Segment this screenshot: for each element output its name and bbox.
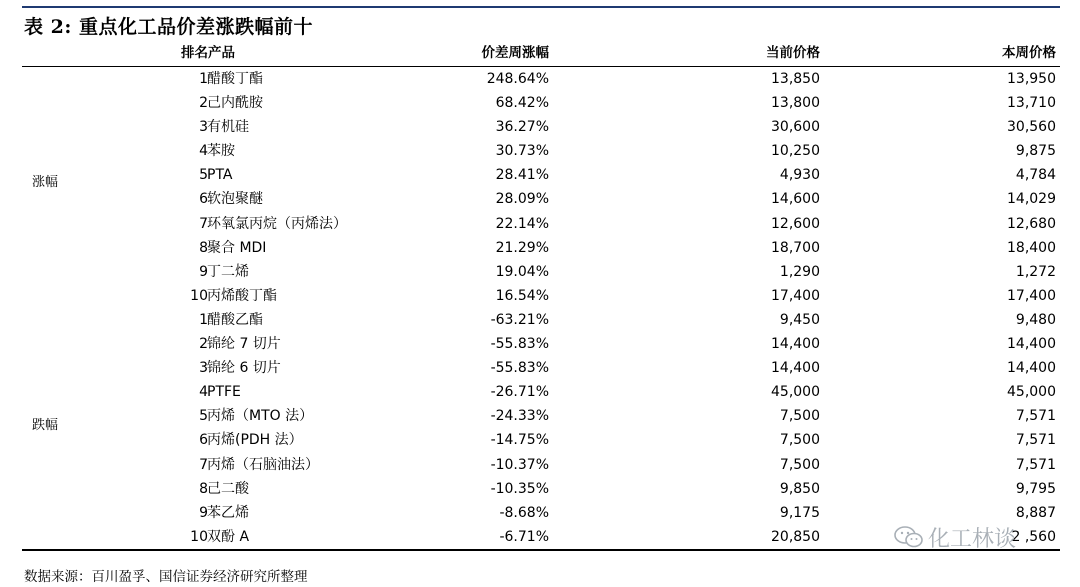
- rank-cell: 9: [199, 263, 208, 280]
- product-cell: 己内酰胺: [207, 95, 263, 112]
- table-row: [22, 428, 1060, 452]
- header-spread: 价差周涨幅: [481, 45, 549, 61]
- spread-cell: 19.04%: [495, 263, 549, 280]
- current-price-cell: 20,850: [771, 528, 820, 545]
- header-week-price: 本周价格: [1002, 45, 1056, 61]
- product-cell: 苯胺: [207, 143, 235, 160]
- week-price-cell: 14,400: [1007, 336, 1056, 353]
- current-price-cell: 4,930: [779, 167, 820, 184]
- rank-cell: 9: [199, 504, 208, 521]
- week-price-cell: 12,680: [1007, 215, 1056, 232]
- current-price-cell: 13,850: [771, 71, 820, 87]
- table-row: [22, 260, 1060, 284]
- product-cell: 丙烯(PDH 法）: [207, 432, 303, 449]
- week-price-cell: 9,875: [1015, 143, 1056, 160]
- group-label: 跌幅: [32, 417, 59, 433]
- table-row: [22, 380, 1060, 404]
- spread-cell: -6.71%: [499, 528, 549, 545]
- spread-cell: -55.83%: [490, 336, 549, 353]
- rank-cell: 8: [199, 480, 208, 497]
- week-price-cell: 1,272: [1015, 263, 1056, 280]
- rank-cell: 10: [190, 287, 208, 304]
- spread-cell: 28.41%: [495, 167, 549, 184]
- spread-cell: 22.14%: [495, 215, 549, 232]
- spread-cell: 28.09%: [495, 191, 549, 208]
- product-cell: 己二酸: [207, 480, 249, 497]
- product-cell: 丁二烯: [207, 263, 249, 280]
- table-row: [22, 236, 1060, 260]
- table-row: [22, 187, 1060, 211]
- table-title: 表 2: 重点化工品价差涨跌幅前十: [24, 16, 313, 38]
- week-price-cell: 14,400: [1007, 360, 1056, 377]
- week-price-cell: 2 ,560: [1011, 528, 1056, 545]
- table-row: [22, 212, 1060, 236]
- product-cell: 聚合 MDI: [207, 239, 267, 256]
- current-price-cell: 7,500: [779, 432, 820, 449]
- rank-cell: 4: [199, 384, 208, 401]
- header-rank: 排名: [181, 45, 208, 61]
- spread-cell: -10.37%: [490, 456, 549, 473]
- current-price-cell: 14,400: [771, 336, 820, 353]
- product-cell: 锦纶 6 切片: [207, 360, 281, 377]
- product-cell: PTA: [207, 167, 233, 184]
- product-cell: 有机硅: [207, 119, 249, 136]
- spread-cell: -55.83%: [490, 360, 549, 377]
- table-row: [22, 163, 1060, 187]
- current-price-cell: 45,000: [771, 384, 820, 401]
- rank-cell: 1: [199, 311, 208, 328]
- table-body: [22, 67, 1060, 549]
- current-price-cell: 14,600: [771, 191, 820, 208]
- price-spread-table: [22, 41, 1060, 551]
- product-cell: 双酚 A: [207, 528, 250, 545]
- week-price-cell: 8,887: [1015, 504, 1056, 521]
- week-price-cell: 30,560: [1007, 119, 1056, 136]
- week-price-cell: 7,571: [1015, 432, 1056, 449]
- product-cell: 软泡聚醚: [207, 191, 263, 208]
- spread-cell: -8.68%: [499, 504, 549, 521]
- table-row: [22, 356, 1060, 380]
- spread-cell: -63.21%: [490, 311, 549, 328]
- rank-cell: 10: [190, 528, 208, 545]
- product-cell: 锦纶 7 切片: [207, 336, 281, 353]
- product-cell: PTFE: [207, 384, 241, 401]
- week-price-cell: 13,950: [1007, 71, 1056, 87]
- product-cell: 环氧氯丙烷（丙烯法）: [207, 215, 347, 232]
- spread-cell: 16.54%: [495, 287, 549, 304]
- wechat-icon: [894, 525, 924, 555]
- current-price-cell: 1,290: [779, 263, 820, 280]
- table-header: [22, 41, 1060, 66]
- week-price-cell: 17,400: [1007, 287, 1056, 304]
- current-price-cell: 7,500: [779, 456, 820, 473]
- current-price-cell: 9,175: [779, 504, 820, 521]
- spread-cell: -24.33%: [490, 408, 549, 425]
- header-current-price: 当前价格: [766, 45, 820, 61]
- product-cell: 醋酸丁酯: [207, 71, 263, 87]
- spread-cell: 30.73%: [495, 143, 549, 160]
- group-label: 涨幅: [32, 175, 59, 190]
- table-row: [22, 332, 1060, 356]
- rank-cell: 2: [199, 336, 208, 353]
- current-price-cell: 9,450: [779, 311, 820, 328]
- product-cell: 丙烯酸丁酯: [207, 287, 277, 304]
- week-price-cell: 4,784: [1015, 167, 1056, 184]
- source-note: 数据来源：百川盈孚、国信证券经济研究所整理: [24, 569, 308, 585]
- row-group: [22, 308, 1060, 549]
- week-price-cell: 18,400: [1007, 239, 1056, 256]
- table-row: [22, 477, 1060, 501]
- top-rule: [22, 6, 1060, 8]
- table-row: [22, 91, 1060, 115]
- spread-cell: 248.64%: [486, 71, 549, 87]
- table-row: [22, 115, 1060, 139]
- current-price-cell: 7,500: [779, 408, 820, 425]
- spread-cell: 21.29%: [495, 239, 549, 256]
- rank-cell: 5: [199, 408, 208, 425]
- rank-cell: 2: [199, 95, 208, 112]
- product-cell: 丙烯（MTO 法）: [207, 408, 314, 425]
- table-row: [22, 284, 1060, 308]
- rank-cell: 3: [199, 119, 208, 136]
- week-price-cell: 9,795: [1015, 480, 1056, 497]
- current-price-cell: 17,400: [771, 287, 820, 304]
- row-group: [22, 67, 1060, 308]
- rank-cell: 1: [199, 71, 208, 87]
- table-row: [22, 404, 1060, 428]
- current-price-cell: 30,600: [771, 119, 820, 136]
- current-price-cell: 9,850: [779, 480, 820, 497]
- watermark: [894, 522, 1016, 555]
- table-row: [22, 453, 1060, 477]
- product-cell: 苯乙烯: [207, 504, 249, 521]
- rank-cell: 5: [199, 167, 208, 184]
- table-row: [22, 139, 1060, 163]
- spread-cell: 68.42%: [495, 95, 549, 112]
- rank-cell: 7: [199, 215, 208, 232]
- week-price-cell: 9,480: [1015, 311, 1056, 328]
- week-price-cell: 14,029: [1007, 191, 1056, 208]
- header-product: 产品: [208, 45, 235, 61]
- spread-cell: -26.71%: [490, 384, 549, 401]
- current-price-cell: 13,800: [771, 95, 820, 112]
- product-cell: 丙烯（石脑油法）: [207, 456, 319, 473]
- current-price-cell: 12,600: [771, 215, 820, 232]
- week-price-cell: 45,000: [1007, 384, 1056, 401]
- spread-cell: -14.75%: [490, 432, 549, 449]
- watermark-text: 化工林谈: [928, 527, 1017, 552]
- spread-cell: -10.35%: [490, 480, 549, 497]
- current-price-cell: 18,700: [771, 239, 820, 256]
- week-price-cell: 7,571: [1015, 456, 1056, 473]
- rank-cell: 6: [199, 432, 208, 449]
- rank-cell: 3: [199, 360, 208, 377]
- rank-cell: 8: [199, 239, 208, 256]
- spread-cell: 36.27%: [495, 119, 549, 136]
- rank-cell: 4: [199, 143, 208, 160]
- current-price-cell: 14,400: [771, 360, 820, 377]
- product-cell: 醋酸乙酯: [207, 311, 263, 328]
- table-row: [22, 67, 1060, 91]
- week-price-cell: 7,571: [1015, 408, 1056, 425]
- current-price-cell: 10,250: [771, 143, 820, 160]
- table-row: [22, 308, 1060, 332]
- week-price-cell: 13,710: [1007, 95, 1056, 112]
- rank-cell: 7: [199, 456, 208, 473]
- rank-cell: 6: [199, 191, 208, 208]
